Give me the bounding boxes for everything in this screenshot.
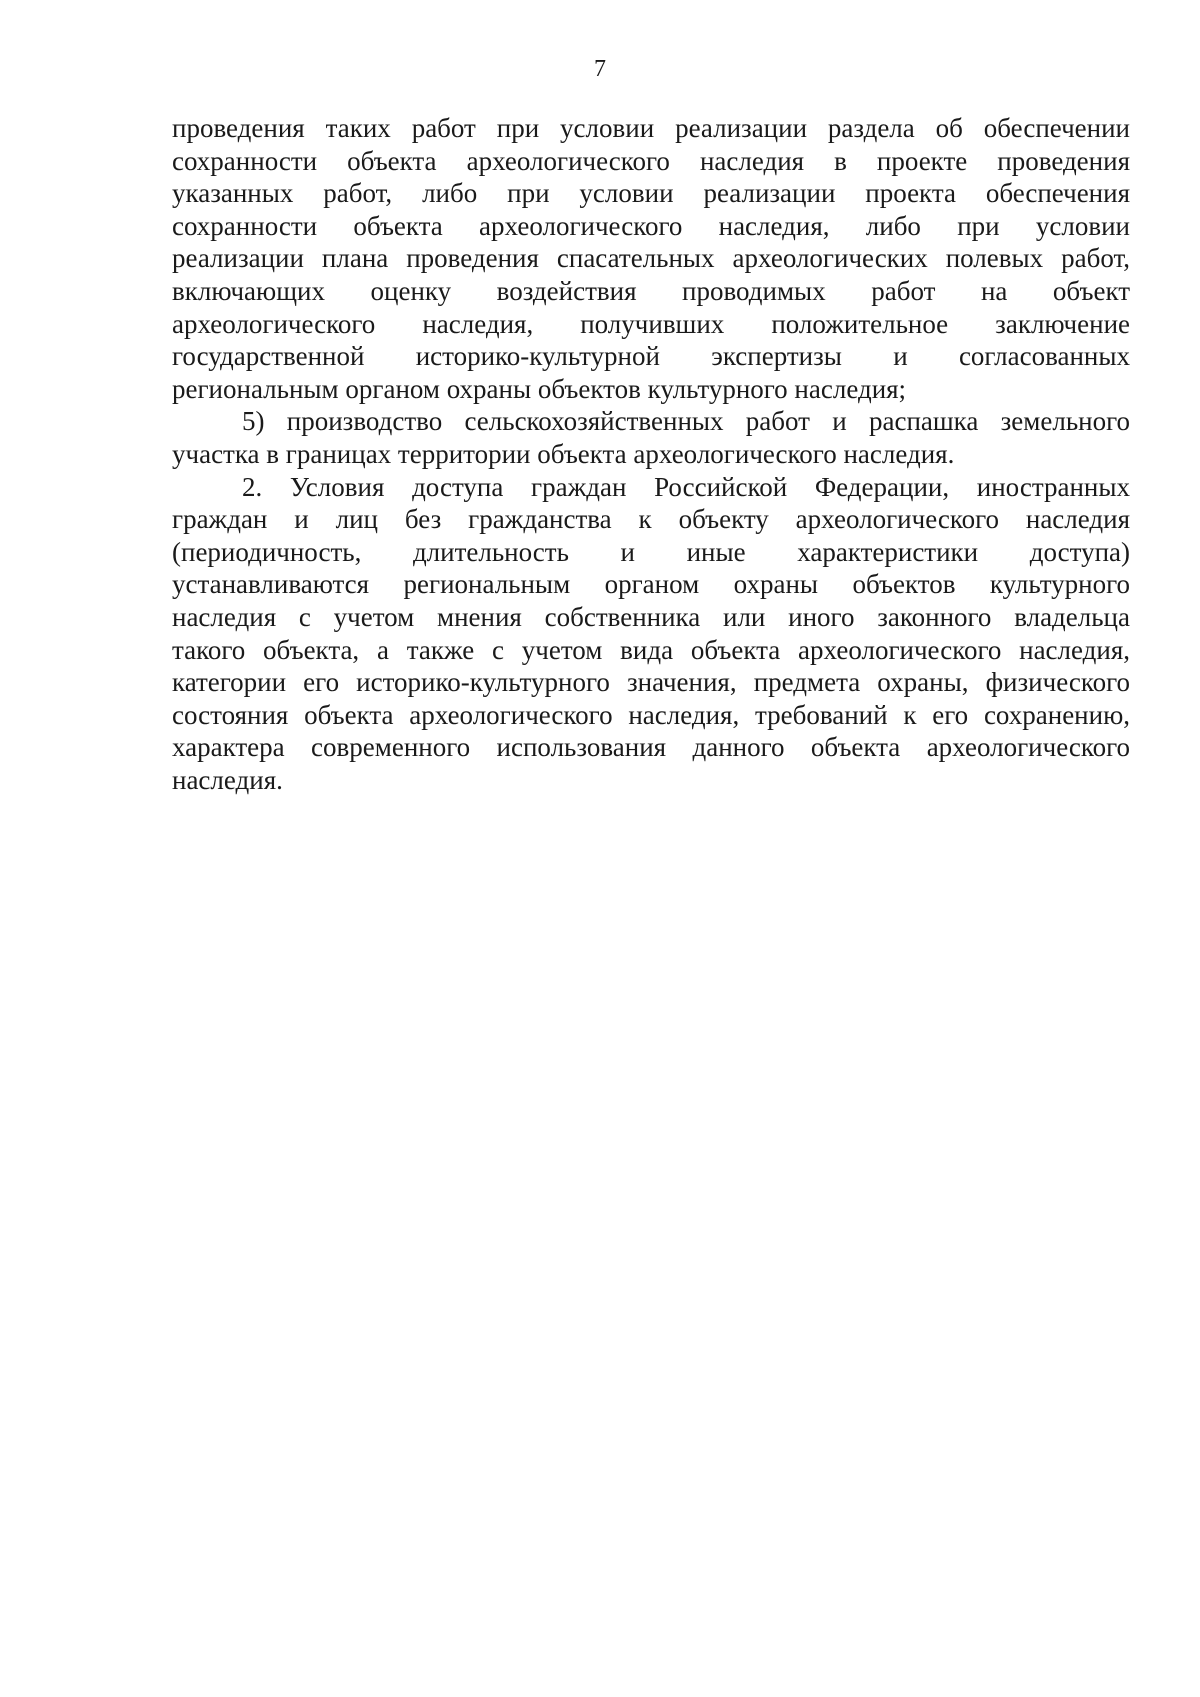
text-line: устанавливаются региональным органом охраны объектов культурного bbox=[172, 569, 1130, 600]
text-line: включающих оценку воздействия проводимых работ на объект bbox=[172, 275, 1130, 306]
text-line: проведения таких работ при условии реализации раздела об обеспечении bbox=[172, 113, 1130, 143]
text-line: участка в границах территории объекта археологического наследия. bbox=[172, 438, 955, 469]
text-line: сохранности объекта археологического наследия в проекте проведения bbox=[172, 145, 1130, 176]
text-line: государственной историко-культурной экспертизы и согласованных bbox=[172, 341, 1130, 372]
section-2-line: 2. Условия доступа граждан Российской Федерации, иностранных bbox=[242, 471, 1130, 502]
text-line: указанных работ, либо при условии реализации проекта обеспечения bbox=[172, 178, 1130, 209]
text-line: (периодичность, длительность и иные характеристики доступа) bbox=[172, 536, 1130, 567]
text-line: состояния объекта археологического наследия, требований к его сохранению, bbox=[172, 699, 1130, 730]
page-number: 7 bbox=[594, 56, 606, 82]
text-line: такого объекта, а также с учетом вида объекта археологического наследия, bbox=[172, 634, 1130, 665]
text-line: реализации плана проведения спасательных археологических полевых работ, bbox=[172, 243, 1130, 274]
text-line: археологического наследия, получивших положительное заключение bbox=[172, 308, 1130, 339]
text-line: региональным органом охраны объектов культурного наследия; bbox=[172, 373, 907, 404]
text-line: характера современного использования данного объекта археологического bbox=[172, 732, 1130, 763]
document-body bbox=[172, 112, 1130, 796]
text-line: наследия. bbox=[172, 764, 283, 795]
text-line: наследия с учетом мнения собственника или иного законного владельца bbox=[172, 601, 1130, 632]
list-item-5-line: 5) производство сельскохозяйственных работ и распашка земельного bbox=[242, 406, 1130, 437]
text-line: граждан и лиц без гражданства к объекту археологического наследия bbox=[172, 504, 1130, 535]
text-line: категории его историко-культурного значения, предмета охраны, физического bbox=[172, 667, 1130, 698]
text-line: сохранности объекта археологического наследия, либо при условии bbox=[172, 210, 1130, 241]
